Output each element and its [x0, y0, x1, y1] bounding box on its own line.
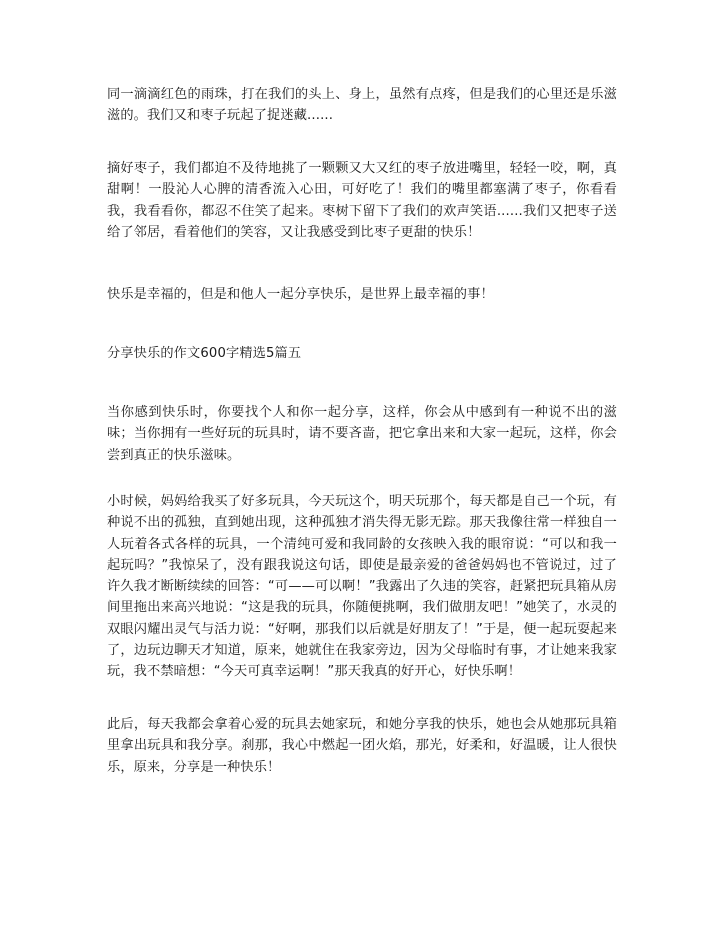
- paragraph-conclusion: 此后，每天我都会拿着心爱的玩具去她家玩，和她分享我的快乐，她也会从她那玩具箱里拿出玩具和我分享。刹那，我心中燃起一团火焰，那光，好柔和，好温暖，让人很快乐，原来，分享是一种快乐！: [107, 717, 617, 775]
- paragraph-picking-dates: 摘好枣子，我们都迫不及待地挑了一颗颗又大又红的枣子放进嘴里，轻轻一咬，啊，真甜啊！一股沁人心脾的清香流入心田，可好吃了！我们的嘴里都塞满了枣子，你看看我，我看看你，都忍不住笑了起来。枣树下留下了我们的欢声笑语......我们又把枣子送给了邻居，看着他们的笑容，又让我感受到比枣子更甜的快乐！: [107, 161, 617, 240]
- paragraph-share-intro: 当你感到快乐时，你要找个人和你一起分享，这样，你会从中感到有一种说不出的滋味；当你拥有一些好玩的玩具时，请不要吝啬，把它拿出来和大家一起玩，这样，你会尝到真正的快乐滋味。: [107, 405, 617, 463]
- paragraph-childhood-story: 小时候，妈妈给我买了好多玩具，今天玩这个，明天玩那个，每天都是自己一个玩，有种说不出的孤独，直到她出现，这种孤独才消失得无影无踪。那天我像往常一样独自一人玩着各式各样的玩具，一个清纯可爱和我同龄的女孩映入我的眼帘说：“可以和我一起玩吗？”我惊呆了，没有跟我说这句话，即使是最亲爱的爸爸妈妈也不管说过，过了许久我才断断续续的回答：“可——可以啊！”我露出了久违的笑容，赶紧把玩具箱从房间里拖出来高兴地说：“这是我的玩具，你随便挑啊，我们做朋友吧！”她笑了，水灵的双眼闪耀出灵气与活力说：“好啊，那我们以后就是好朋友了！”于是，便一起玩耍起来了，边玩边聊天才知道，原来，她就住在我家旁边，因为父母临时有事，才让她来我家玩，我不禁暗想：“今天可真幸运啊！”那天我真的好开心，好快乐啊！: [107, 494, 617, 680]
- section-heading: 分享快乐的作文600字精选5篇五: [107, 346, 302, 361]
- paragraph-rain-drops: 同一滴滴红色的雨珠，打在我们的头上、身上，虽然有点疼，但是我们的心里还是乐滋滋的。我们又和枣子玩起了捉迷藏......: [107, 87, 617, 124]
- paragraph-happiness-summary: 快乐是幸福的，但是和他人一起分享快乐，是世界上最幸福的事！: [107, 287, 494, 302]
